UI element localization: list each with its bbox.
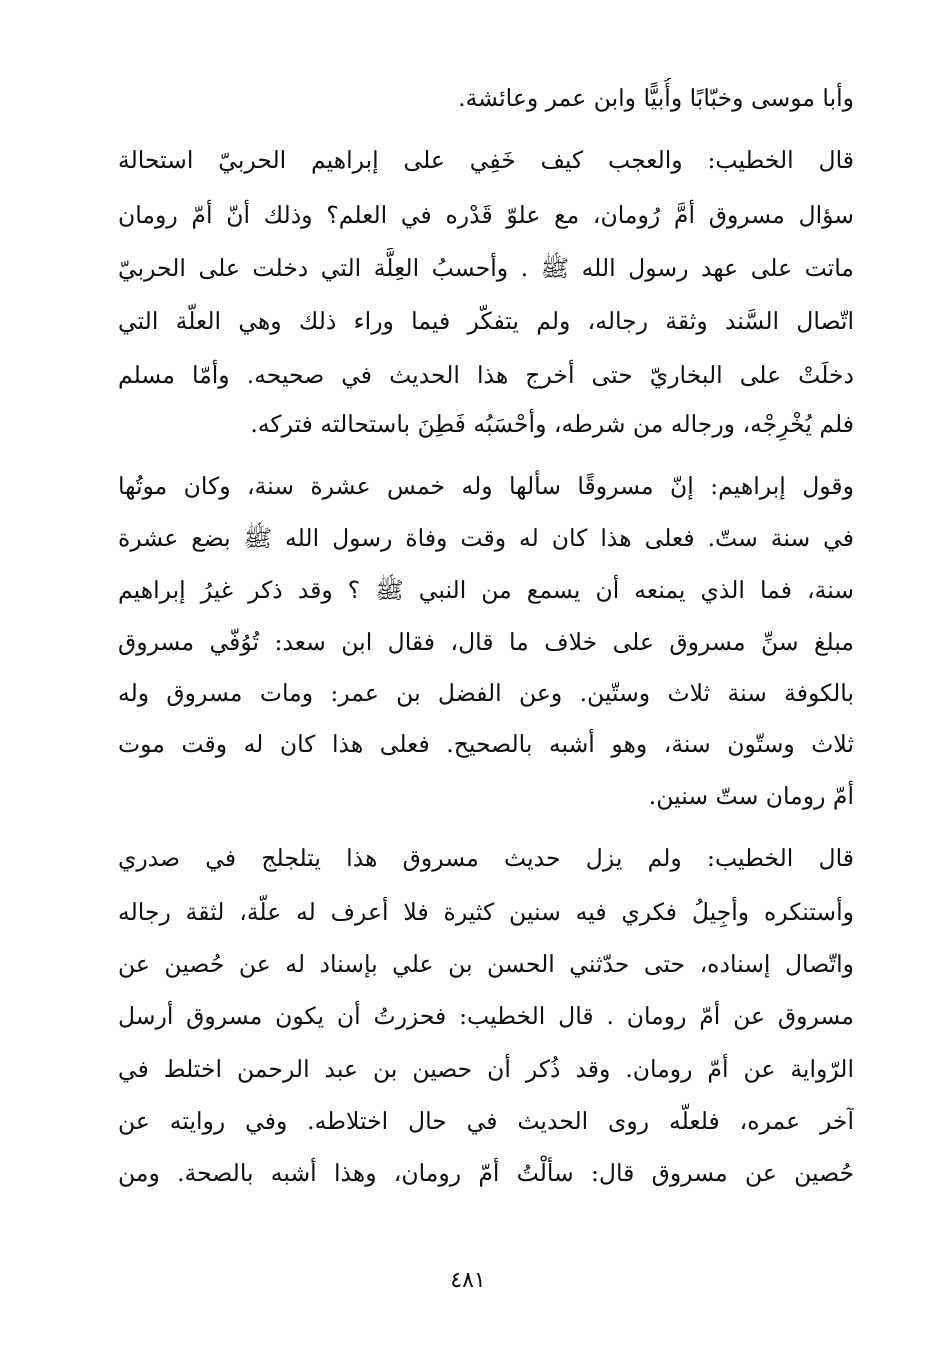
page-number: ٤٨١ xyxy=(450,1268,486,1293)
text-line: مبلغ سنِّ مسروق على خلاف ما قال، فقال ابن سعد: تُوُفّي مسروق xyxy=(118,628,854,656)
text-line: في سنة ستّ. فعلى هذا كان له وقت وفاة رسول الله ﷺ بضع عشرة xyxy=(118,524,854,552)
text-line: الرّواية عن أمّ رومان. وقد ذُكر أن حصين بن عبد الرحمن اختلط في xyxy=(118,1055,854,1083)
text-line: وقول إبراهيم: إنّ مسروقًا سألها وله خمس عشرة سنة، وكان موتُها xyxy=(118,472,854,500)
text-line: وأستنكره وأجِيلُ فكري فيه سنين كثيرة فلا أعرف له علّة، لثقة رجاله xyxy=(118,898,854,926)
text-line: آخر عمره، فلعلّه روى الحديث في حال اختلاطه. وفي روايته عن xyxy=(118,1107,854,1135)
text-line: قال الخطيب: والعجب كيف خَفِي على إبراهيم الحربيّ استحالة xyxy=(118,146,854,174)
body-text xyxy=(118,0,854,1220)
text-line: قال الخطيب: ولم يزل حديث مسروق هذا يتلجلج في صدري xyxy=(118,844,854,872)
text-line: واتّصال إسناده، حتى حدّثني الحسن بن علي بإسناد له عن حُصين عن xyxy=(118,950,854,978)
text-line: أمّ رومان ستّ سنين. xyxy=(648,782,854,810)
text-line: مسروق عن أمّ رومان . قال الخطيب: فحزرتُ أن يكون مسروق أرسل xyxy=(118,1002,854,1030)
text-line: حُصين عن مسروق قال: سألْتُ أمّ رومان، وهذا أشبه بالصحة. ومن xyxy=(118,1159,854,1187)
text-line: اتّصال السَّند وثقة رجاله، ولم يتفكّر فيما وراء ذلك وهي العلّة التي xyxy=(118,307,854,335)
text-line: دخلَتْ على البخاريّ حتى أخرج هذا الحديث في صحيحه. وأمّا مسلم xyxy=(118,361,854,389)
text-line: ثلاث وستّون سنة، وهو أشبه بالصحيح. فعلى هذا كان له وقت موت xyxy=(118,730,854,758)
text-line: وأبا موسى وخبّابًا وأُبيًّا وابن عمر وعائشة. xyxy=(458,84,854,112)
text-line: سنة، فما الذي يمنعه أن يسمع من النبي ﷺ ؟ وقد ذكر غيرُ إبراهيم xyxy=(118,576,854,604)
text-line: سؤال مسروق أمَّ رُومان، مع علوّ قَدْره في العلم؟ وذلك أنّ أمّ رومان xyxy=(118,201,854,229)
text-line: فلم يُخْرِجْه، ورجاله من شرطه، وأحْسَبُه فَطِنَ باستحالته فتركه. xyxy=(250,410,854,438)
text-line: ماتت على عهد رسول الله ﷺ . وأحسبُ العِلَّة التي دخلت على الحربيّ xyxy=(118,254,854,282)
text-line: بالكوفة سنة ثلاث وستّين. وعن الفضل بن عمر: ومات مسروق وله xyxy=(118,679,854,707)
